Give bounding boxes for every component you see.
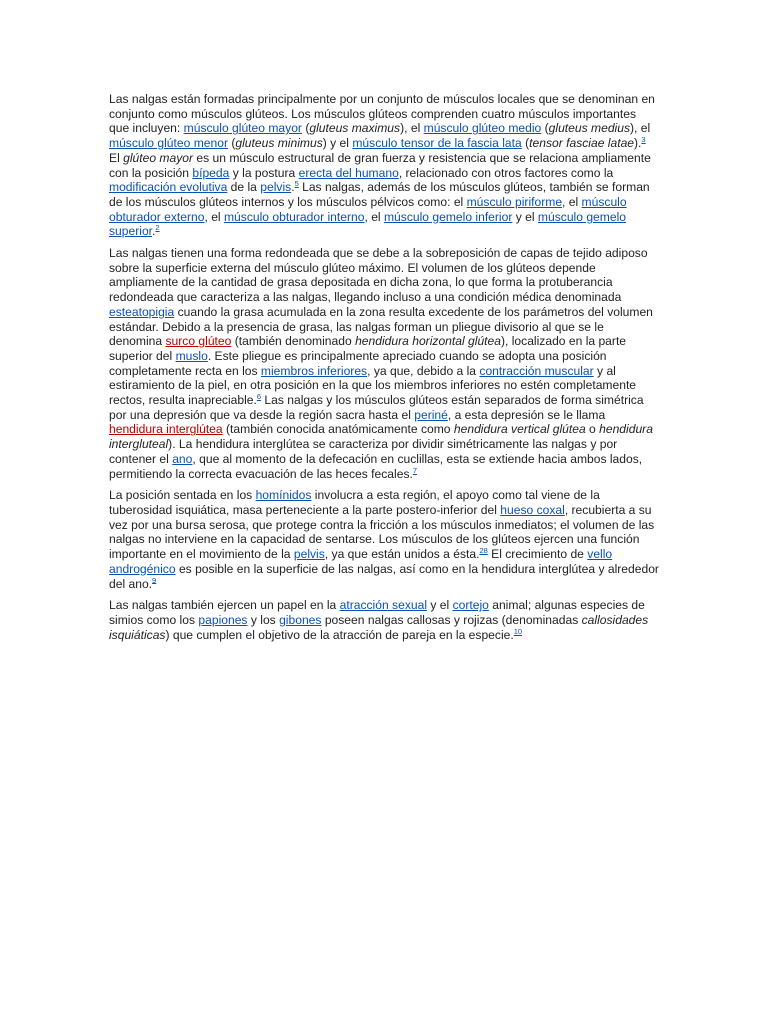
text-run: Las nalgas también ejercen un papel en la — [109, 598, 340, 613]
article-link[interactable]: periné — [414, 407, 448, 422]
reference-link[interactable]: 7 — [412, 465, 418, 475]
article-link[interactable]: músculo obturador interno — [223, 209, 365, 224]
text-run: El — [109, 150, 124, 165]
reference-link[interactable]: 28 — [479, 546, 488, 556]
article-link[interactable]: pelvis — [293, 547, 325, 562]
reference-sup — [514, 627, 522, 636]
text-run: cuando la grasa acumulada en la zona resulta excedente de los parámetros del volumen estándar. Debido a la presencia de grasa, las nalgas forman un pliegue divisorio al que se le denomina — [109, 304, 653, 349]
text-run: ( — [521, 136, 530, 151]
text-run: , recubierta a su vez por una bursa serosa, que protege contra la fricción a los músculos inmediatos; el volumen de las nalgas no interviene en la capacidad de sentarse. Los músculos de los glúteos ejercen una función importante en el movimiento de la — [109, 502, 655, 562]
paragraph — [109, 598, 659, 642]
text-run: y los — [247, 612, 280, 627]
text-run: ). La hendidura interglútea se caracteriza por dividir simétricamente las nalgas y por contener el — [109, 437, 618, 466]
reference-link[interactable]: 10 — [513, 626, 523, 636]
article-link[interactable]: gibones — [279, 612, 322, 627]
reference-link[interactable]: 2 — [155, 223, 160, 233]
article-link[interactable]: miembros inferiores — [260, 363, 368, 378]
article-link[interactable]: muslo — [175, 348, 208, 363]
text-run: ) y el — [322, 136, 353, 151]
article-link[interactable]: contracción muscular — [479, 363, 594, 378]
text-run: El crecimiento de — [487, 547, 588, 562]
article-link[interactable]: músculo glúteo medio — [423, 121, 542, 136]
article-link[interactable]: papiones — [198, 612, 248, 627]
article-link[interactable]: atracción sexual — [339, 598, 428, 613]
text-run: ), el — [630, 121, 651, 136]
text-run: . — [152, 224, 156, 239]
article-link[interactable]: esteatopigia — [109, 304, 175, 319]
reference-sup — [479, 546, 487, 555]
reference-sup — [641, 135, 645, 144]
reference-link[interactable]: 6 — [256, 392, 262, 402]
text-run: ( — [541, 121, 549, 136]
text-run: . Este pliegue es principalmente apreciado cuando se adopta una posición completamente recta en los — [109, 348, 607, 378]
reference-sup — [155, 223, 159, 232]
text-run: , el — [562, 194, 582, 209]
text-run: es posible en la superficie de las nalgas, así como en la hendidura interglútea y alrededor del ano. — [109, 561, 659, 591]
reference-link[interactable]: 9 — [152, 575, 157, 585]
article-link[interactable]: hueso coxal — [500, 502, 565, 517]
text-run: (también denominado — [231, 334, 356, 349]
text-run: ), localizado en la parte superior del — [109, 334, 627, 363]
text-run: , a esta depresión se le llama — [447, 407, 606, 422]
text-run: ). — [634, 136, 642, 151]
article-link[interactable]: pelvis — [260, 180, 292, 195]
italic-term: hendidura horizontal glútea — [355, 334, 501, 349]
text-run: , el — [364, 209, 384, 224]
text-run: ( — [301, 121, 310, 136]
text-run: involucra a esta región, el apoyo como tal viene de la tuberosidad isquiática, masa perteneciente a la parte postero-inferior del — [109, 488, 600, 517]
article-link[interactable]: bípeda — [192, 165, 230, 180]
text-run: . — [291, 180, 295, 195]
reference-sup — [413, 466, 417, 475]
text-run: , que al momento de la defecación en cuclillas, esta se extiende hacia ambos lados, permitiendo la correcta evacuación de las heces fecales. — [109, 451, 643, 481]
article-link[interactable]: músculo tensor de la fascia lata — [352, 136, 522, 151]
missing-article-link[interactable]: hendidura interglútea — [109, 422, 223, 437]
article-link[interactable]: modificación evolutiva — [109, 180, 228, 195]
italic-term: gluteus minimus — [235, 136, 323, 151]
article-link[interactable]: músculo glúteo menor — [109, 136, 228, 151]
text-run: , el — [204, 209, 224, 224]
text-run: Las nalgas tienen una forma redondeada que se debe a la sobreposición de capas de tejido adiposo sobre la superficie externa del músculo glúteo máximo. El volumen de los glúteos depende ampliamente de la cantidad de grasa depositada en dicha zona, lo que forma la protuberancia redondeada que caracteriza a las nalgas, llegando incluso a una condición médica denominada — [109, 246, 648, 305]
article-link[interactable]: homínidos — [255, 488, 312, 503]
text-run: ( — [227, 136, 236, 151]
text-run: y el — [427, 598, 453, 613]
italic-term: hendidura vertical glútea — [453, 422, 586, 437]
article-link[interactable]: músculo gemelo superior — [109, 209, 626, 239]
text-run: animal; algunas especies de simios como los — [109, 598, 645, 627]
article-link[interactable]: vello androgénico — [109, 547, 613, 576]
text-run: , relacionado con otros factores como la — [398, 165, 614, 180]
text-run: poseen nalgas callosas y rojizas (denominadas — [321, 612, 582, 627]
italic-term: glúteo mayor — [123, 150, 194, 165]
article-link[interactable]: músculo obturador externo — [109, 194, 627, 224]
paragraph — [109, 246, 659, 481]
article-link[interactable]: ano — [172, 451, 193, 466]
article-body — [109, 92, 659, 649]
reference-link[interactable]: 5 — [294, 179, 299, 189]
text-run: (también conocida anatómicamente como — [222, 422, 454, 437]
text-run: ), el — [400, 121, 424, 136]
text-run: es un músculo estructural de gran fuerza y resistencia que se relaciona ampliamente con la posición — [109, 150, 651, 180]
text-run: o — [585, 422, 600, 437]
article-link[interactable]: erecta del humano — [298, 165, 399, 180]
text-run: La posición sentada en los — [109, 488, 256, 503]
paragraph — [109, 488, 659, 591]
text-run: y al estiramiento de la piel, en otra posición en la que los miembros inferiores no estén completamente rectos, resulta inapreciable. — [109, 363, 637, 408]
text-run: ) que cumplen el objetivo de la atracción de pareja en la especie. — [165, 627, 514, 642]
italic-term: hendidura intergluteal — [109, 422, 653, 452]
reference-sup — [152, 575, 156, 584]
article-link[interactable]: músculo piriforme — [466, 194, 563, 209]
text-run: , ya que, debido a la — [367, 363, 480, 378]
reference-link[interactable]: 3 — [641, 135, 646, 145]
missing-article-link[interactable]: surco glúteo — [165, 334, 232, 349]
italic-term: callosidades isquiáticas — [109, 612, 649, 642]
italic-term: gluteus maximus — [309, 121, 401, 136]
text-run: y la postura — [229, 165, 299, 180]
text-run: Las nalgas y los músculos glúteos están separados de forma simétrica por una depresión que va desde la región sacra hasta el — [109, 393, 644, 422]
text-run: Las nalgas están formadas principalmente por un conjunto de músculos locales que se denominan en conjunto como músculos glúteos. Los músculos glúteos comprenden cuatro músculos importantes que incluyen: — [109, 92, 655, 136]
italic-term: gluteus medius — [548, 121, 631, 136]
italic-term: tensor fasciae latae — [529, 136, 635, 151]
text-run: y el — [512, 209, 538, 224]
text-run: de la — [227, 180, 261, 195]
text-run: , ya que están unidos a ésta. — [324, 547, 480, 562]
paragraph — [109, 92, 659, 239]
article-link[interactable]: músculo glúteo mayor — [183, 121, 302, 136]
article-link[interactable]: cortejo — [452, 598, 489, 613]
article-link[interactable]: músculo gemelo inferior — [383, 209, 513, 224]
text-run: Las nalgas, además de los músculos glúteos, también se forman de los músculos glúteos internos y los músculos pélvicos como: el — [109, 180, 650, 209]
